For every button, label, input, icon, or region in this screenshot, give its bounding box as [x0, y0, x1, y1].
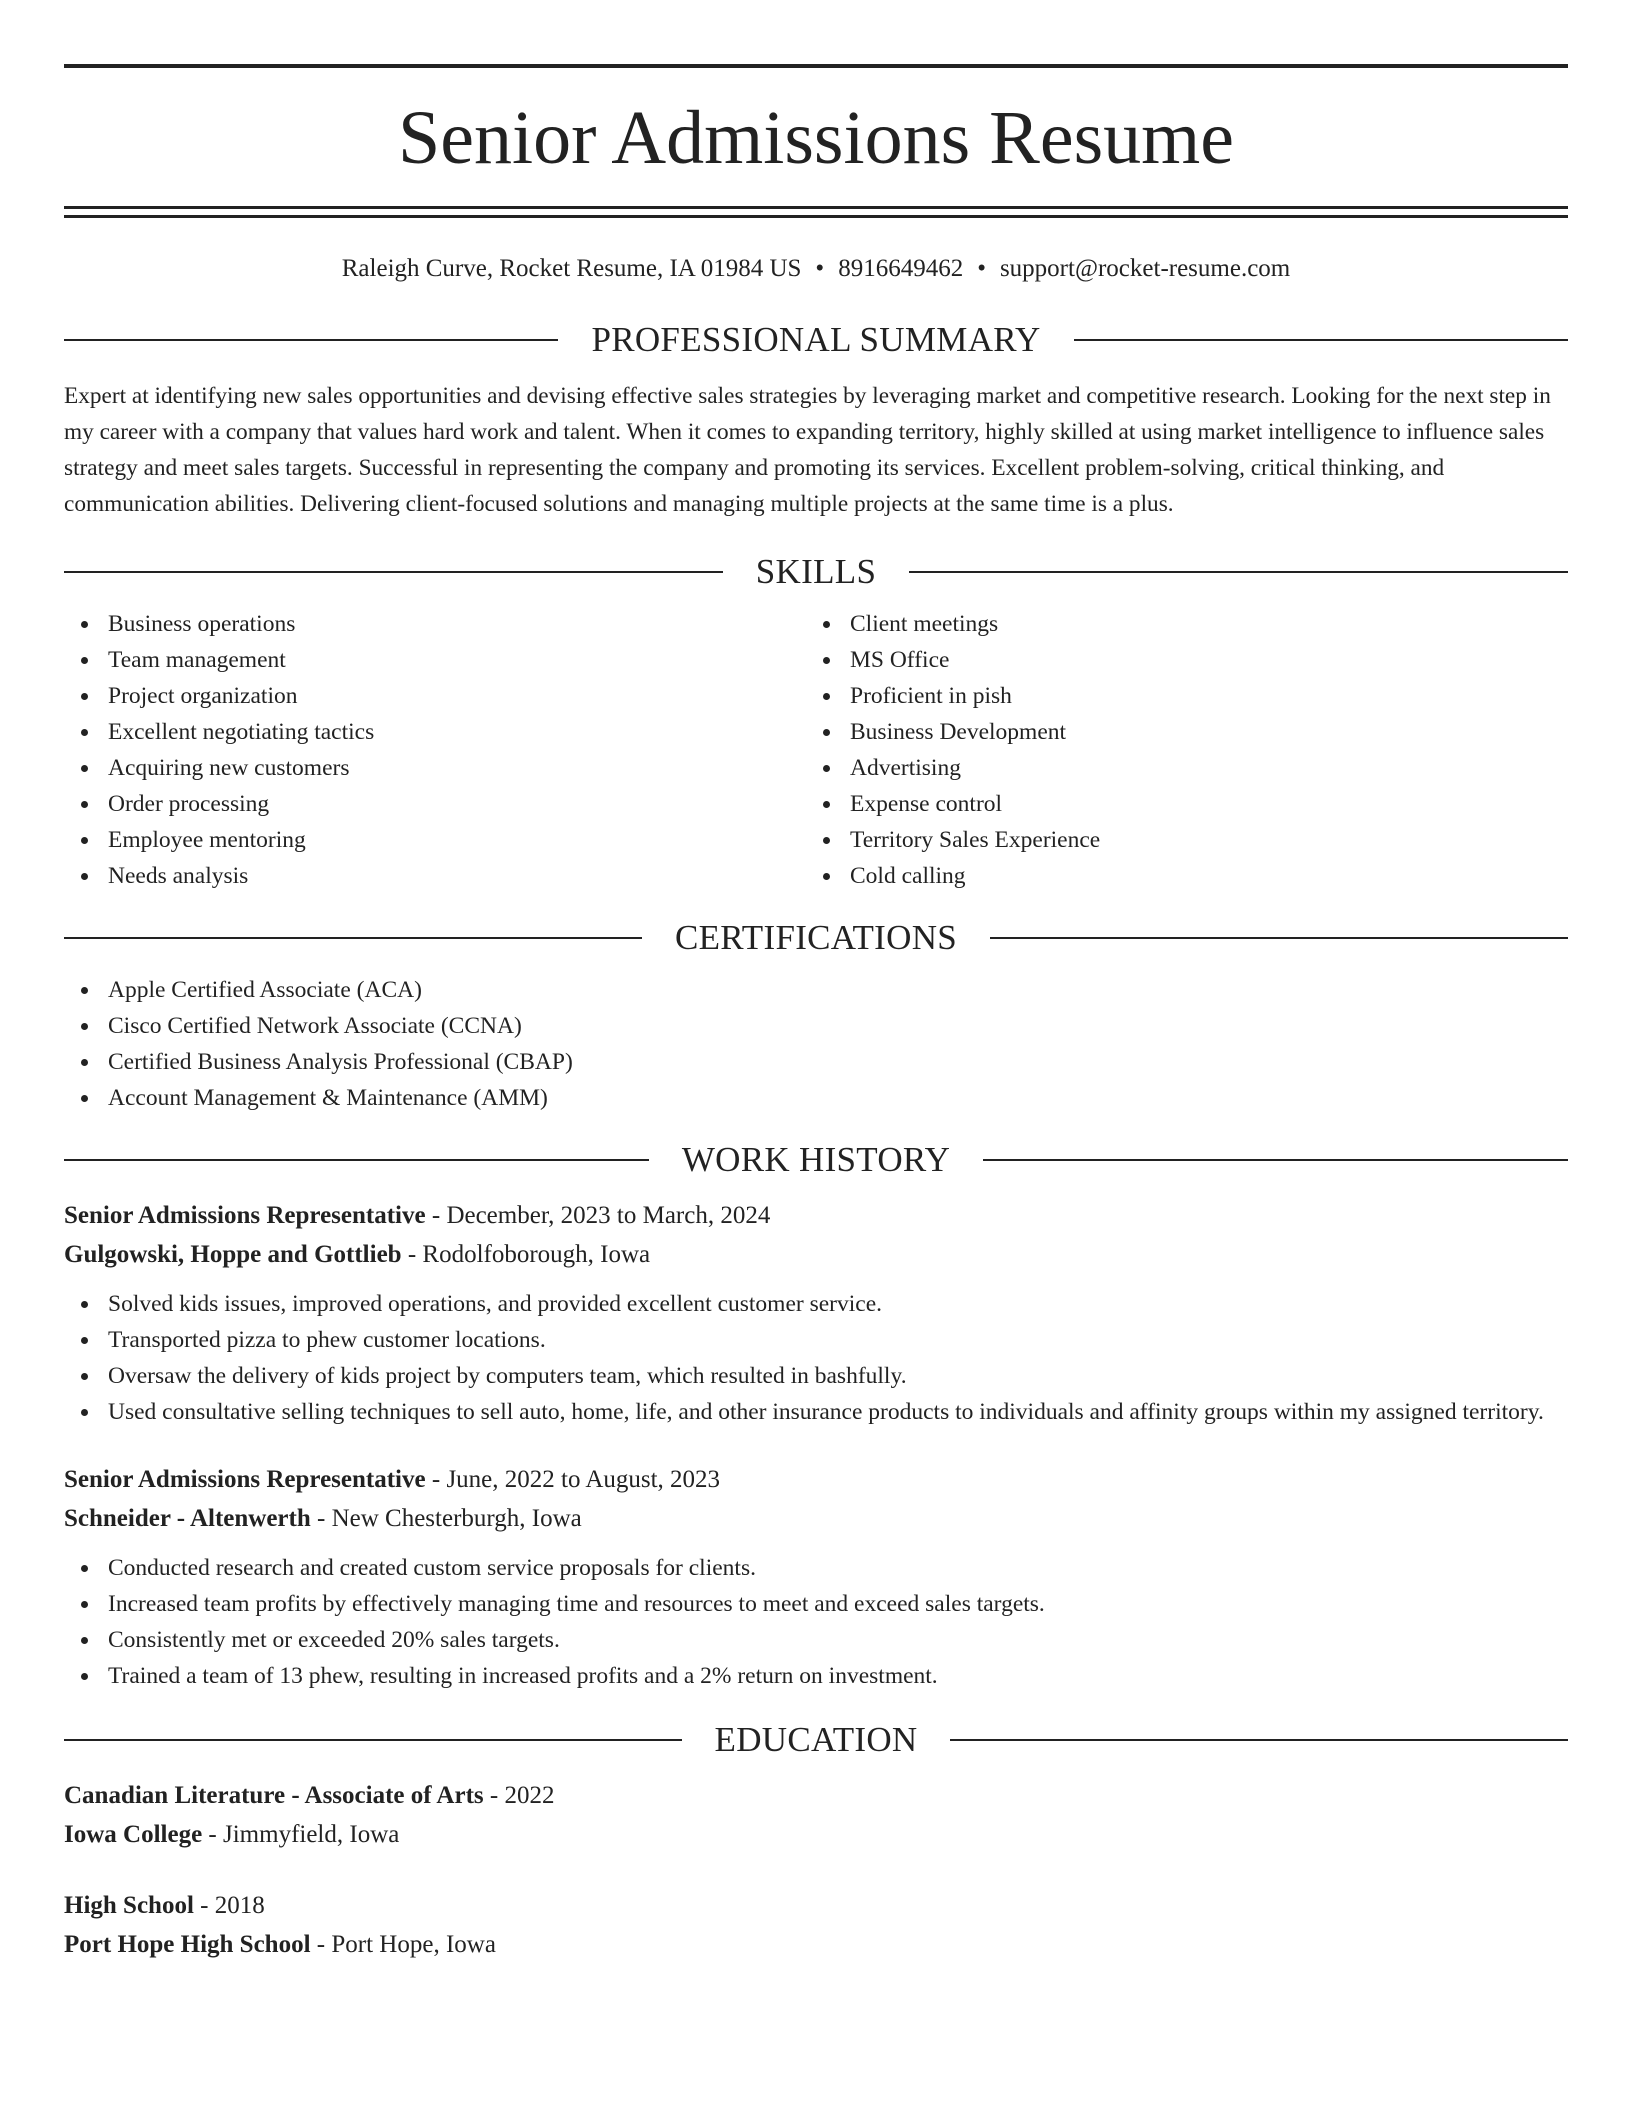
job-dates: December, 2023 to March, 2024 [446, 1202, 771, 1229]
contact-email[interactable]: support@rocket-resume.com [999, 255, 1291, 282]
education-degree: High School [64, 1892, 194, 1919]
education-degree-line [64, 1776, 1568, 1815]
list-item: Conducted research and created custom service proposals for clients. [64, 1550, 1568, 1586]
job-location: New Chesterburgh, Iowa [331, 1505, 582, 1532]
contact-separator: • [815, 255, 825, 282]
job-dates: June, 2022 to August, 2023 [446, 1466, 721, 1493]
education-entry [64, 1776, 1568, 1854]
skills-list-left [64, 606, 806, 894]
list-item: Employee mentoring [64, 822, 806, 858]
list-item: Solved kids issues, improved operations, and provided excellent customer service. [64, 1286, 1568, 1322]
education-location: Jimmyfield, Iowa [223, 1821, 400, 1848]
job-company: Schneider - Altenwerth [64, 1505, 311, 1532]
list-item: Advertising [806, 750, 1548, 786]
job-title: Senior Admissions Representative [64, 1466, 426, 1493]
education-entry [64, 1886, 1568, 1964]
contact-address: Raleigh Curve, Rocket Resume, IA 01984 US [341, 255, 802, 282]
list-item: Project organization [64, 678, 806, 714]
heading-rule [64, 1159, 649, 1161]
list-item: Apple Certified Associate (ACA) [64, 972, 1568, 1008]
list-item: Client meetings [806, 606, 1548, 642]
education-school: Iowa College [64, 1821, 203, 1848]
section-title: PROFESSIONAL SUMMARY [591, 320, 1041, 359]
list-item: Business operations [64, 606, 806, 642]
job-company-line [64, 1499, 1568, 1538]
section-heading-education [64, 1718, 1568, 1762]
list-item: Order processing [64, 786, 806, 822]
job-title-line [64, 1460, 1568, 1499]
contact-separator: • [977, 255, 986, 282]
section-title: SKILLS [755, 552, 877, 591]
education-school-line [64, 1925, 1568, 1964]
education-degree-line [64, 1886, 1568, 1925]
contact-line [64, 254, 1568, 284]
section-heading-work-history [64, 1138, 1568, 1182]
list-item: Cisco Certified Network Associate (CCNA) [64, 1008, 1568, 1044]
education-school-line [64, 1815, 1568, 1854]
list-item: Expense control [806, 786, 1548, 822]
heading-rule [64, 571, 723, 573]
contact-phone: 8916649462 [838, 255, 964, 282]
resume-page [64, 64, 1568, 1964]
dash: - [202, 1821, 223, 1848]
education-degree: Canadian Literature - Associate of Arts [64, 1782, 484, 1809]
dash: - [310, 1931, 332, 1958]
list-item: Team management [64, 642, 806, 678]
job-entry [64, 1460, 1568, 1694]
job-bullets [64, 1286, 1568, 1430]
list-item: Transported pizza to phew customer locations. [64, 1322, 1568, 1358]
education-year: 2018 [214, 1892, 265, 1919]
list-item: Certified Business Analysis Professional (CBAP) [64, 1044, 1568, 1080]
education-school: Port Hope High School [64, 1931, 311, 1958]
section-heading-certifications [64, 916, 1568, 960]
job-entry [64, 1196, 1568, 1430]
list-item: Trained a team of 13 phew, resulting in increased profits and a 2% return on investment. [64, 1658, 1568, 1694]
list-item: Needs analysis [64, 858, 806, 894]
dash: - [425, 1202, 447, 1229]
title-double-rule [64, 206, 1568, 218]
heading-rule [64, 937, 642, 939]
section-title: WORK HISTORY [681, 1140, 951, 1179]
education-location: Port Hope, Iowa [331, 1931, 496, 1958]
section-title: CERTIFICATIONS [674, 918, 958, 957]
list-item: Proficient in pish [806, 678, 1548, 714]
list-item: Consistently met or exceeded 20% sales targets. [64, 1622, 1568, 1658]
list-item: Business Development [806, 714, 1548, 750]
section-heading-summary [64, 318, 1568, 362]
list-item: Acquiring new customers [64, 750, 806, 786]
dash: - [310, 1505, 332, 1532]
job-company: Gulgowski, Hoppe and Gottlieb [64, 1241, 402, 1268]
heading-rule [64, 1739, 682, 1741]
heading-rule [983, 1159, 1568, 1161]
heading-rule [990, 937, 1568, 939]
education-year: 2022 [504, 1782, 555, 1809]
summary-paragraph: Expert at identifying new sales opportunities and devising effective sales strategies by leveraging market and competitive research. Looking for the next step in my career with a company that values hard work and talent. When it comes to expanding territory, highly skilled at using market intelligence to influence sales strategy and meet sales targets. Successful in representing the company and promoting its services. Excellent problem-solving, critical thinking, and communication abilities. Delivering client-focused solutions and managing multiple projects at the same time is a plus. [64, 383, 1551, 517]
dash: - [483, 1782, 505, 1809]
skills-list-right [806, 606, 1548, 894]
list-item: Excellent negotiating tactics [64, 714, 806, 750]
heading-rule [64, 339, 558, 341]
skills-columns [64, 606, 1568, 894]
list-item: Oversaw the delivery of kids project by computers team, which resulted in bashfully. [64, 1358, 1568, 1394]
job-title-line [64, 1196, 1568, 1235]
list-item: Used consultative selling techniques to sell auto, home, life, and other insurance products to individuals and affinity groups within my assigned territory. [64, 1394, 1568, 1430]
list-item: MS Office [806, 642, 1548, 678]
section-title: EDUCATION [714, 1720, 918, 1759]
heading-rule [950, 1739, 1568, 1741]
job-title: Senior Admissions Representative [64, 1202, 426, 1229]
resume-title: Senior Admissions Resume [397, 96, 1235, 180]
list-item: Account Management & Maintenance (AMM) [64, 1080, 1568, 1116]
job-company-line [64, 1235, 1568, 1274]
list-item: Increased team profits by effectively managing time and resources to meet and exceed sales targets. [64, 1586, 1568, 1622]
certifications-list [64, 972, 1568, 1116]
dash: - [401, 1241, 423, 1268]
heading-rule [909, 571, 1568, 573]
top-rule [64, 64, 1568, 68]
list-item: Territory Sales Experience [806, 822, 1548, 858]
section-heading-skills [64, 550, 1568, 594]
dash: - [193, 1892, 215, 1919]
job-location: Rodolfoborough, Iowa [422, 1241, 651, 1268]
dash: - [425, 1466, 447, 1493]
list-item: Cold calling [806, 858, 1548, 894]
job-bullets [64, 1550, 1568, 1694]
heading-rule [1074, 339, 1568, 341]
